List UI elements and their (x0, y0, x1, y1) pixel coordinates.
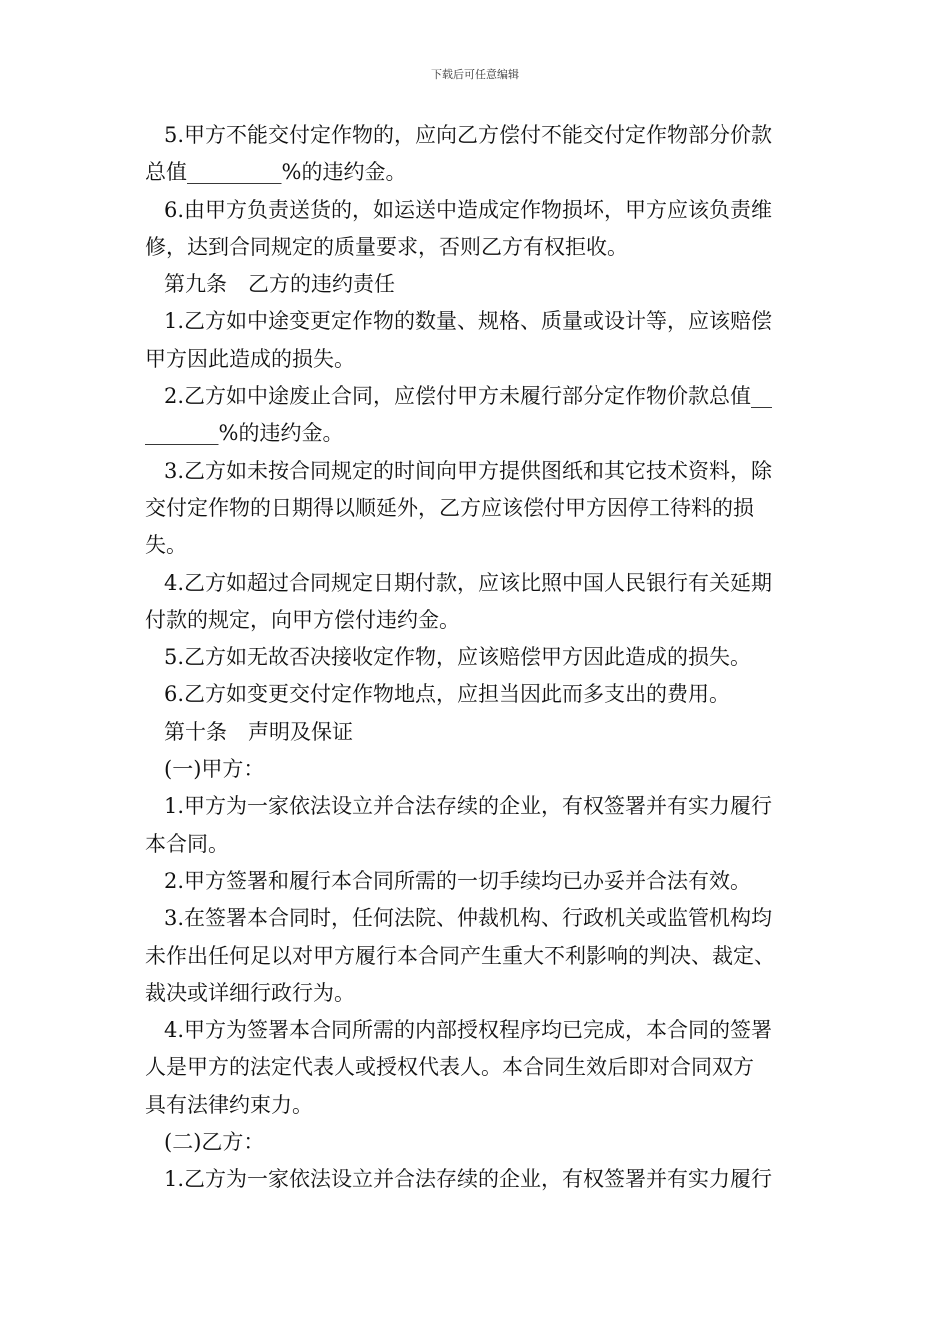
document-body (145, 117, 835, 1199)
document-line: 6.乙方如变更交付定作物地点，应担当因此而多支出的费用。 (164, 682, 731, 707)
document-line: (二)乙方： (164, 1130, 265, 1155)
document-line: 具有法律约束力。 (145, 1092, 313, 1117)
document-line: _______%的违约金。 (145, 421, 344, 446)
document-line: 5.乙方如无故否决接收定作物，应该赔偿甲方因此造成的损失。 (164, 645, 752, 670)
document-line: 总值_________%的违约金。 (145, 160, 407, 185)
document-line: 第九条 乙方的违约责任 (164, 272, 395, 297)
document-line: 5.甲方不能交付定作物的，应向乙方偿付不能交付定作物部分价款 (164, 123, 773, 147)
document-line: 1.乙方为一家依法设立并合法存续的企业，有权签署并有实力履行 (164, 1167, 773, 1192)
document-line: 第十条 声明及保证 (164, 719, 353, 744)
document-line: 3.在签署本合同时，任何法院、仲裁机构、行政机关或监管机构均 (164, 906, 773, 931)
document-line: 3.乙方如未按合同规定的时间向甲方提供图纸和其它技术资料，除 (164, 458, 773, 483)
page-header: 下载后可任意编辑 (431, 68, 519, 81)
document-line: 6.由甲方负责送货的，如运送中造成定作物损坏，甲方应该负责维 (164, 197, 773, 222)
document-line: 甲方因此造成的损失。 (145, 346, 355, 371)
document-line: 裁决或详细行政行为。 (145, 980, 355, 1005)
document-line: 本合同。 (145, 831, 229, 856)
document-line: 4.甲方为签署本合同所需的内部授权程序均已完成，本合同的签署 (164, 1018, 773, 1043)
document-line: 失。 (145, 533, 187, 558)
document-line: 修，达到合同规定的质量要求，否则乙方有权拒收。 (145, 234, 628, 259)
document-line: 4.乙方如超过合同规定日期付款，应该比照中国人民银行有关延期 (164, 570, 773, 595)
document-line: 未作出任何足以对甲方履行本合同产生重大不利影响的判决、裁定、 (145, 943, 775, 968)
document-line: 1.乙方如中途变更定作物的数量、规格、质量或设计等，应该赔偿 (164, 309, 773, 334)
document-line: 1.甲方为一家依法设立并合法存续的企业，有权签署并有实力履行 (164, 794, 773, 819)
document-line: 2.甲方签署和履行本合同所需的一切手续均已办妥并合法有效。 (164, 868, 752, 893)
document-line: 交付定作物的日期得以顺延外，乙方应该偿付甲方因停工待料的损 (145, 495, 754, 520)
document-line: 付款的规定，向甲方偿付违约金。 (145, 607, 460, 632)
document-line: 人是甲方的法定代表人或授权代表人。本合同生效后即对合同双方 (145, 1055, 754, 1080)
document-line: 2.乙方如中途废止合同，应偿付甲方未履行部分定作物价款总值__ (164, 384, 773, 409)
document-line: (一)甲方： (164, 757, 265, 782)
